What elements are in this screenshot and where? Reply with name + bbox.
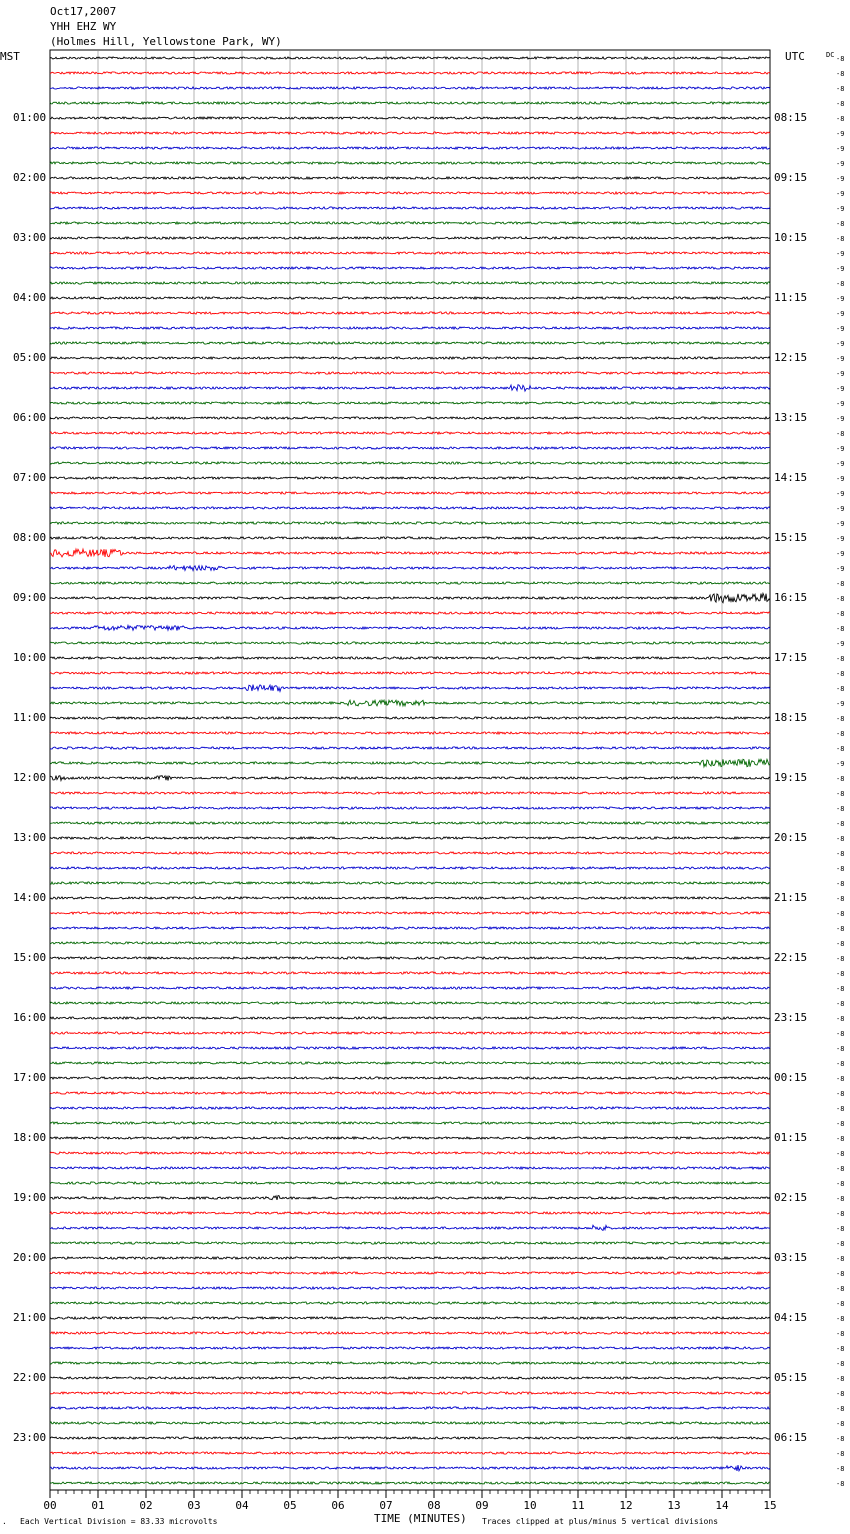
dc-offset-label: -8 (836, 235, 845, 243)
dc-offset-label: -8 (836, 430, 845, 438)
trace-line (50, 72, 770, 74)
dc-offset-label: -8 (836, 1195, 845, 1203)
dc-offset-label: -8 (836, 1135, 845, 1143)
utc-hour-label: 12:15 (774, 351, 808, 364)
utc-hour-label: 18:15 (774, 711, 808, 724)
utc-hour-label: 17:15 (774, 651, 808, 664)
x-tick-label: 04 (235, 1499, 249, 1512)
dc-offset-label: -8 (836, 1150, 845, 1158)
mst-hour-label: 04:00 (13, 291, 47, 304)
dc-offset-label: -8 (836, 1330, 845, 1338)
x-tick-label: 12 (619, 1499, 633, 1512)
trace-line (50, 747, 770, 749)
x-tick-label: 07 (379, 1499, 393, 1512)
mst-hour-label: 03:00 (13, 231, 47, 244)
utc-hour-label: 05:15 (774, 1371, 808, 1384)
trace-line (50, 852, 770, 854)
x-axis-title: TIME (MINUTES) (374, 1512, 467, 1525)
dc-offset-label: -9 (836, 490, 845, 498)
dc-offset-label: -9 (836, 325, 845, 333)
dc-offset-label: -9 (836, 190, 845, 198)
dc-offset-label: -8 (836, 745, 845, 753)
trace-line (50, 462, 770, 464)
trace-line (50, 625, 770, 630)
trace-line (50, 942, 770, 944)
dc-offset-label: -8 (836, 1030, 845, 1038)
trace-line (50, 1167, 770, 1169)
trace-line (50, 87, 770, 89)
dc-offset-label: -9 (836, 340, 845, 348)
dc-offset-label: -8 (836, 655, 845, 663)
dc-offset-label: -8 (836, 1210, 845, 1218)
mst-hour-label: 23:00 (13, 1431, 47, 1444)
trace-line (50, 342, 770, 344)
mst-hour-label: 12:00 (13, 771, 47, 784)
x-tick-label: 11 (571, 1499, 585, 1512)
dc-offset-label: -9 (836, 250, 845, 258)
dc-offset-label: -8 (836, 1300, 845, 1308)
corner-mark: . (2, 1517, 7, 1526)
mst-hour-label: 07:00 (13, 471, 47, 484)
dc-offset-label: -8 (836, 595, 845, 603)
trace-line (50, 1257, 770, 1259)
dc-offset-label: -8 (836, 1225, 845, 1233)
dc-offset-label: -8 (836, 70, 845, 78)
trace-line (50, 1107, 770, 1109)
dc-offset-label: -8 (836, 805, 845, 813)
trace-line (50, 897, 770, 899)
trace-line (50, 987, 770, 989)
dc-offset-label: -8 (836, 685, 845, 693)
trace-line (50, 1407, 770, 1409)
x-tick-label: 14 (715, 1499, 729, 1512)
trace-line (50, 1452, 770, 1454)
dc-offset-label: -8 (836, 715, 845, 723)
trace-line (50, 207, 770, 209)
dc-offset-label: -8 (836, 1180, 845, 1188)
trace-line (50, 672, 770, 674)
utc-hour-label: 23:15 (774, 1011, 808, 1024)
trace-line (50, 282, 770, 284)
mst-hour-label: 19:00 (13, 1191, 47, 1204)
trace-line (50, 57, 770, 59)
utc-hour-label: 09:15 (774, 171, 808, 184)
trace-line (50, 1302, 770, 1304)
dc-offset-label: -8 (836, 1420, 845, 1428)
left-timezone-label: MST (0, 50, 20, 63)
trace-line (50, 1047, 770, 1049)
trace-line (50, 432, 770, 434)
dc-offset-label: -8 (836, 1390, 845, 1398)
trace-line (50, 402, 770, 404)
trace-line (50, 1225, 770, 1230)
dc-offset-label: -9 (836, 175, 845, 183)
trace-line (50, 1332, 770, 1334)
trace-line (50, 732, 770, 734)
dc-offset-label: -8 (836, 220, 845, 228)
mst-hour-label: 14:00 (13, 891, 47, 904)
dc-offset-label: -8 (836, 1465, 845, 1473)
trace-line (50, 1196, 770, 1200)
x-tick-label: 13 (667, 1499, 681, 1512)
mst-hour-label: 22:00 (13, 1371, 47, 1384)
dc-offset-label: -8 (836, 1120, 845, 1128)
dc-offset-label: -9 (836, 145, 845, 153)
utc-hour-label: 22:15 (774, 951, 808, 964)
trace-line (50, 1092, 770, 1094)
x-tick-label: 15 (763, 1499, 777, 1512)
trace-line (50, 1392, 770, 1394)
trace-line (50, 417, 770, 419)
dc-offset-label: -9 (836, 130, 845, 138)
dc-offset-label: -8 (836, 85, 845, 93)
mst-hour-label: 06:00 (13, 411, 47, 424)
dc-offset-label: -8 (836, 580, 845, 588)
dc-offset-label: -9 (836, 415, 845, 423)
mst-hour-label: 20:00 (13, 1251, 47, 1264)
trace-line (50, 776, 770, 781)
utc-hour-label: 15:15 (774, 531, 808, 544)
trace-line (50, 927, 770, 929)
mst-hour-label: 21:00 (13, 1311, 47, 1324)
trace-line (50, 549, 770, 557)
trace-line (50, 192, 770, 194)
trace-line (50, 1182, 770, 1184)
dc-offset-label: -8 (836, 865, 845, 873)
trace-line (50, 1077, 770, 1079)
dc-offset-label: -8 (836, 55, 845, 63)
utc-hour-label: 04:15 (774, 1311, 808, 1324)
dc-offset-label: -8 (836, 1165, 845, 1173)
dc-offset-label: -8 (836, 790, 845, 798)
trace-line (50, 1347, 770, 1349)
trace-line (50, 1212, 770, 1214)
dc-offset-label: -8 (836, 115, 845, 123)
dc-offset-label: -8 (836, 970, 845, 978)
trace-line (50, 822, 770, 824)
right-timezone-label: UTC (785, 50, 805, 63)
trace-line (50, 267, 770, 269)
dc-offset-label: -9 (836, 310, 845, 318)
dc-offset-label: -9 (836, 550, 845, 558)
trace-line (50, 1317, 770, 1319)
trace-line (50, 1287, 770, 1289)
trace-line (50, 447, 770, 449)
trace-line (50, 792, 770, 794)
trace-line (50, 492, 770, 494)
x-tick-label: 06 (331, 1499, 345, 1512)
trace-line (50, 1032, 770, 1034)
trace-line (50, 147, 770, 149)
dc-offset-label: -8 (836, 730, 845, 738)
trace-line (50, 252, 770, 254)
trace-line (50, 700, 770, 706)
dc-offset-label: -8 (836, 1255, 845, 1263)
x-tick-label: 10 (523, 1499, 537, 1512)
mst-hour-label: 18:00 (13, 1131, 47, 1144)
dc-offset-label: -8 (836, 1000, 845, 1008)
trace-line (50, 1017, 770, 1019)
trace-line (50, 1137, 770, 1139)
trace-line (50, 582, 770, 584)
dc-offset-label: -8 (836, 1105, 845, 1113)
x-tick-label: 01 (91, 1499, 105, 1512)
utc-hour-label: 20:15 (774, 831, 808, 844)
trace-line (50, 957, 770, 959)
dc-offset-label: -9 (836, 640, 845, 648)
dc-offset-label: -8 (836, 1045, 845, 1053)
dc-offset-label: -9 (836, 700, 845, 708)
dc-offset-label: -8 (836, 280, 845, 288)
dc-offset-label: -9 (836, 400, 845, 408)
dc-label: DC (826, 51, 835, 59)
trace-line (50, 312, 770, 314)
trace-line (50, 1062, 770, 1064)
dc-offset-label: -9 (836, 475, 845, 483)
dc-offset-label: -9 (836, 370, 845, 378)
dc-offset-label: -8 (836, 1060, 845, 1068)
utc-hour-label: 13:15 (774, 411, 808, 424)
trace-line (50, 807, 770, 809)
trace-line (50, 162, 770, 164)
trace-line (50, 507, 770, 509)
dc-offset-label: -8 (836, 1480, 845, 1488)
trace-line (50, 717, 770, 719)
trace-line (50, 477, 770, 479)
dc-offset-label: -8 (836, 775, 845, 783)
dc-offset-label: -9 (836, 355, 845, 363)
trace-line (50, 1272, 770, 1274)
dc-offset-label: -8 (836, 940, 845, 948)
dc-offset-label: -9 (836, 295, 845, 303)
trace-line (50, 685, 770, 692)
mst-hour-label: 15:00 (13, 951, 47, 964)
trace-line (50, 385, 770, 391)
dc-offset-label: -8 (836, 610, 845, 618)
scale-note: Each Vertical Division = 83.33 microvolts (20, 1517, 218, 1526)
dc-offset-label: -8 (836, 1435, 845, 1443)
dc-offset-label: -8 (836, 1270, 845, 1278)
dc-offset-label: -8 (836, 955, 845, 963)
dc-offset-label: -8 (836, 925, 845, 933)
trace-line (50, 882, 770, 884)
dc-offset-label: -8 (836, 880, 845, 888)
seismic-traces (50, 55, 844, 1488)
mst-hour-label: 13:00 (13, 831, 47, 844)
time-axis (43, 1490, 776, 1512)
mst-hour-label: 10:00 (13, 651, 47, 664)
trace-line (50, 222, 770, 224)
location-label: (Holmes Hill, Yellowstone Park, WY) (50, 35, 282, 48)
trace-line (50, 1152, 770, 1154)
trace-line (50, 1002, 770, 1004)
dc-offset-label: -9 (836, 205, 845, 213)
utc-hour-label: 06:15 (774, 1431, 808, 1444)
mst-hour-label: 16:00 (13, 1011, 47, 1024)
trace-line (50, 1242, 770, 1244)
dc-offset-label: -9 (836, 505, 845, 513)
trace-line (50, 102, 770, 104)
trace-line (50, 657, 770, 659)
trace-line (50, 759, 770, 766)
x-tick-label: 09 (475, 1499, 489, 1512)
dc-offset-label: -8 (836, 1345, 845, 1353)
dc-offset-label: -8 (836, 1015, 845, 1023)
trace-line (50, 327, 770, 329)
mst-hour-label: 09:00 (13, 591, 47, 604)
dc-offset-label: -9 (836, 385, 845, 393)
mst-hour-label: 05:00 (13, 351, 47, 364)
utc-hour-label: 14:15 (774, 471, 808, 484)
trace-line (50, 837, 770, 839)
dc-offset-label: -9 (836, 760, 845, 768)
dc-offset-label: -9 (836, 160, 845, 168)
dc-offset-label: -8 (836, 910, 845, 918)
dc-offset-label: -9 (836, 445, 845, 453)
trace-line (50, 1422, 770, 1424)
trace-line (50, 1377, 770, 1379)
dc-offset-label: -8 (836, 895, 845, 903)
dc-offset-label: -8 (836, 1285, 845, 1293)
dc-offset-label: -9 (836, 565, 845, 573)
dc-offset-label: -8 (836, 1075, 845, 1083)
trace-line (50, 867, 770, 869)
mst-hour-label: 02:00 (13, 171, 47, 184)
dc-offset-label: -8 (836, 625, 845, 633)
trace-line (50, 566, 770, 571)
trace-line (50, 912, 770, 914)
station-label: YHH EHZ WY (50, 20, 117, 33)
trace-line (50, 1437, 770, 1439)
dc-offset-label: -8 (836, 985, 845, 993)
trace-line (50, 177, 770, 179)
utc-hour-label: 01:15 (774, 1131, 808, 1144)
trace-line (50, 522, 770, 524)
x-tick-label: 05 (283, 1499, 297, 1512)
dc-offset-label: -9 (836, 535, 845, 543)
utc-hour-label: 16:15 (774, 591, 808, 604)
trace-line (50, 1362, 770, 1364)
dc-offset-label: -8 (836, 1375, 845, 1383)
mst-hour-label: 08:00 (13, 531, 47, 544)
trace-line (50, 537, 770, 539)
dc-offset-label: -8 (836, 1360, 845, 1368)
clip-note: Traces clipped at plus/minus 5 vertical divisions (482, 1517, 719, 1526)
trace-line (50, 593, 770, 602)
dc-offset-label: -8 (836, 1405, 845, 1413)
utc-hour-label: 21:15 (774, 891, 808, 904)
x-tick-label: 03 (187, 1499, 201, 1512)
utc-hour-label: 03:15 (774, 1251, 808, 1264)
trace-line (50, 297, 770, 299)
utc-hour-label: 11:15 (774, 291, 808, 304)
x-tick-label: 00 (43, 1499, 57, 1512)
utc-hour-label: 10:15 (774, 231, 808, 244)
trace-line (50, 1465, 770, 1471)
utc-hour-label: 19:15 (774, 771, 808, 784)
dc-offset-label: -8 (836, 1315, 845, 1323)
dc-offset-label: -8 (836, 1240, 845, 1248)
dc-offset-label: -8 (836, 670, 845, 678)
trace-line (50, 1482, 770, 1484)
trace-line (50, 117, 770, 119)
dc-offset-label: -9 (836, 265, 845, 273)
trace-line (50, 972, 770, 974)
mst-hour-label: 01:00 (13, 111, 47, 124)
x-tick-label: 02 (139, 1499, 153, 1512)
dc-offset-label: -8 (836, 850, 845, 858)
dc-offset-label: -8 (836, 100, 845, 108)
utc-hour-label: 00:15 (774, 1071, 808, 1084)
date-label: Oct17,2007 (50, 5, 117, 18)
dc-offset-label: -9 (836, 460, 845, 468)
mst-hour-label: 17:00 (13, 1071, 47, 1084)
trace-line (50, 237, 770, 239)
trace-line (50, 357, 770, 359)
trace-line (50, 642, 770, 644)
dc-offset-label: -8 (836, 1450, 845, 1458)
mst-hour-label: 11:00 (13, 711, 47, 724)
x-tick-label: 08 (427, 1499, 441, 1512)
dc-offset-label: -8 (836, 820, 845, 828)
utc-hour-label: 02:15 (774, 1191, 808, 1204)
utc-hour-label: 08:15 (774, 111, 808, 124)
trace-line (50, 372, 770, 374)
dc-offset-label: -8 (836, 1090, 845, 1098)
dc-offset-label: -8 (836, 835, 845, 843)
trace-line (50, 132, 770, 134)
dc-offset-label: -9 (836, 520, 845, 528)
trace-line (50, 1122, 770, 1124)
trace-line (50, 612, 770, 614)
